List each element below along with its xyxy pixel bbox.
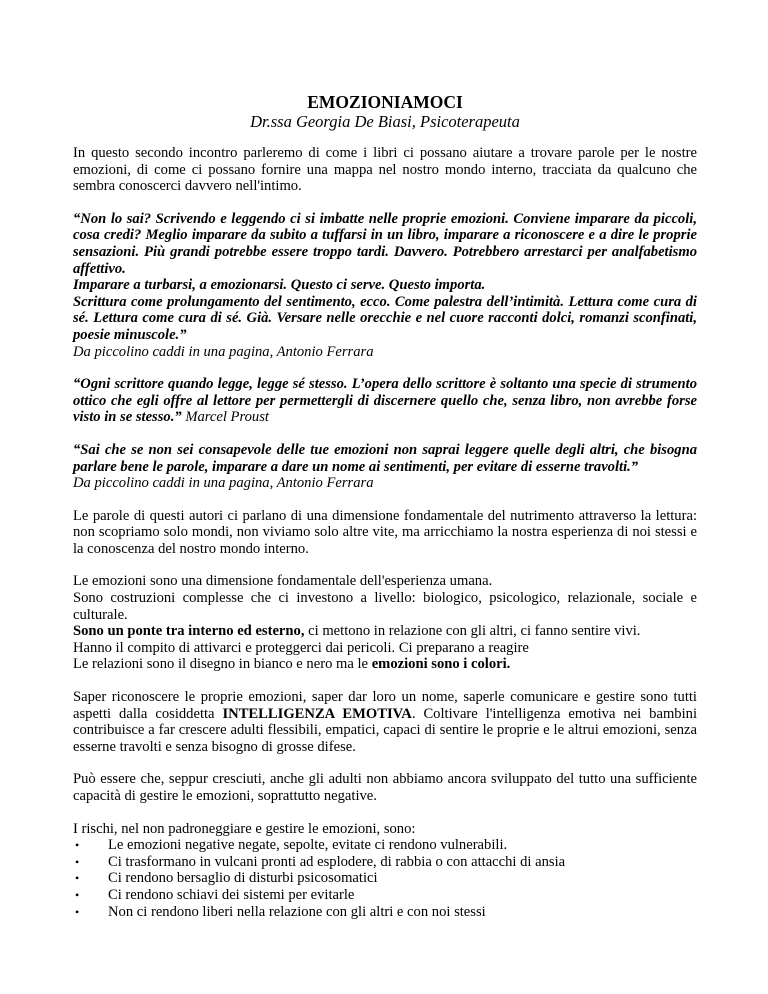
quote-line: Scrittura come prolungamento del sentimento, ecco. Come palestra dell’intimità. Lettura come cura di sé. Lettura come cura di sé. Già. Versare nelle orecchie e nel cuore racconti dolci, romanzi sconfinati, poesie minuscole.” — [73, 293, 697, 343]
list-item — [73, 904, 697, 921]
bullet-icon: • — [75, 904, 80, 919]
body-paragraph-4: Può essere che, seppur cresciuti, anche gli adulti non abbiamo ancora sviluppato del tutto una sufficiente capacità di gestire le emozioni, soprattutto negative. — [73, 771, 697, 804]
risks-list — [73, 837, 697, 920]
bold-term: INTELLIGENZA EMOTIVA — [222, 705, 412, 722]
quote-line: Imparare a turbarsi, a emozionarsi. Questo ci serve. Questo importa. — [73, 277, 486, 294]
text-line — [73, 656, 697, 673]
quote-proust — [73, 376, 697, 426]
list-item-text: Ci trasformano in vulcani pronti ad esplodere, di rabbia o con attacchi di ansia — [108, 853, 566, 870]
body-paragraph-1: Le parole di questi autori ci parlano di una dimensione fondamentale del nutrimento attraverso la lettura: non scopriamo solo mondi, non viviamo solo altre vite, ma arricchiamo la nostra esperienza di noi stessi e la conoscenza del nostro mondo interno. — [73, 507, 697, 557]
quote-ferrara-2 — [73, 442, 697, 492]
quote-source: Da piccolino caddi in una pagina, Antonio Ferrara — [73, 343, 374, 360]
bullet-icon: • — [75, 887, 80, 902]
body-paragraph-3 — [73, 689, 697, 755]
list-item — [73, 870, 697, 887]
list-item — [73, 854, 697, 871]
text-span: . Coltivare l'intelligenza emotiva nei bambini contribuisce a far crescere adulti flessibili, empatici, capaci di sentire le proprie e le altrui emozioni, senza esserne travolti e senza bisogno di grosse difese. — [73, 705, 697, 755]
bold-phrase: Sono un ponte tra interno ed esterno, — [73, 623, 305, 640]
list-item-text: Le emozioni negative negate, sepolte, evitate ci rendono vulnerabili. — [108, 837, 508, 854]
text-line: Hanno il compito di attivarci e proteggerci dai pericoli. Ci preparano a reagire — [73, 639, 529, 656]
quote-author: Marcel Proust — [185, 409, 269, 426]
risks-section — [73, 821, 697, 921]
bold-phrase: emozioni sono i colori. — [371, 656, 511, 673]
document-page — [73, 92, 697, 920]
body-paragraph-2 — [73, 573, 697, 673]
text-span: ci mettono in relazione con gli altri, ci fanno sentire vivi. — [304, 623, 641, 640]
list-item-text: Ci rendono schiavi dei sistemi per evitarle — [108, 886, 355, 903]
list-item — [73, 837, 697, 854]
bullet-icon: • — [75, 838, 80, 853]
quote-line: “Non lo sai? Scrivendo e leggendo ci si imbatte nelle proprie emozioni. Conviene imparare da piccoli, cosa credi? Meglio imparare da subito a tuffarsi in un libro, imparare a riconoscere e a dire le proprie sensazioni. Più grandi potrebbe essere troppo tardi. Davvero. Potrebbero arrestarci per analfabetismo affettivo. — [73, 210, 697, 277]
quote-source: Da piccolino caddi in una pagina, Antonio Ferrara — [73, 475, 374, 492]
bullet-icon: • — [75, 854, 80, 869]
text-span: Saper riconoscere le proprie emozioni, saper dar loro un nome, saperle comunicare e gestire sono tutti aspetti dalla cosiddetta — [73, 689, 697, 722]
text-span: Le relazioni sono il disegno in bianco e nero ma le — [73, 656, 372, 673]
list-item-text: Non ci rendono liberi nella relazione con gli altri e con noi stessi — [108, 903, 486, 920]
text-line: Le emozioni sono una dimensione fondamentale dell'esperienza umana. — [73, 573, 493, 590]
text-line: Sono costruzioni complesse che ci investono a livello: biologico, psicologico, relazionale, sociale e culturale. — [73, 590, 697, 623]
author-subtitle: Dr.ssa Georgia De Biasi, Psicoterapeuta — [250, 112, 520, 131]
quote-ferrara-1 — [73, 211, 697, 360]
text-line — [73, 623, 697, 640]
bullet-icon: • — [75, 871, 80, 886]
risks-intro: I rischi, nel non padroneggiare e gestire le emozioni, sono: — [73, 820, 416, 837]
quote-text: “Ogni scrittore quando legge, legge sé stesso. L’opera dello scrittore è soltanto una specie di strumento ottico che egli offre al lettore per permettergli di discernere quello che, senza libro, non avrebbe forse visto in se stesso.” — [73, 376, 697, 426]
list-item-text: Ci rendono bersaglio di disturbi psicosomatici — [108, 870, 378, 887]
page-title: EMOZIONIAMOCI — [307, 92, 463, 112]
quote-text: “Sai che se non sei consapevole delle tue emozioni non saprai leggere quelle degli altri, che bisogna parlare bene le parole, imparare a dare un nome ai sentimenti, per evitare di esserne travolti.” — [73, 441, 697, 475]
list-item — [73, 887, 697, 904]
intro-paragraph: In questo secondo incontro parleremo di come i libri ci possano aiutare a trovare parole per le nostre emozioni, di come ci possano fornire una mappa nel nostro mondo interno, tracciata da qualcuno che sembra conoscerci davvero nell'intimo. — [73, 145, 697, 195]
